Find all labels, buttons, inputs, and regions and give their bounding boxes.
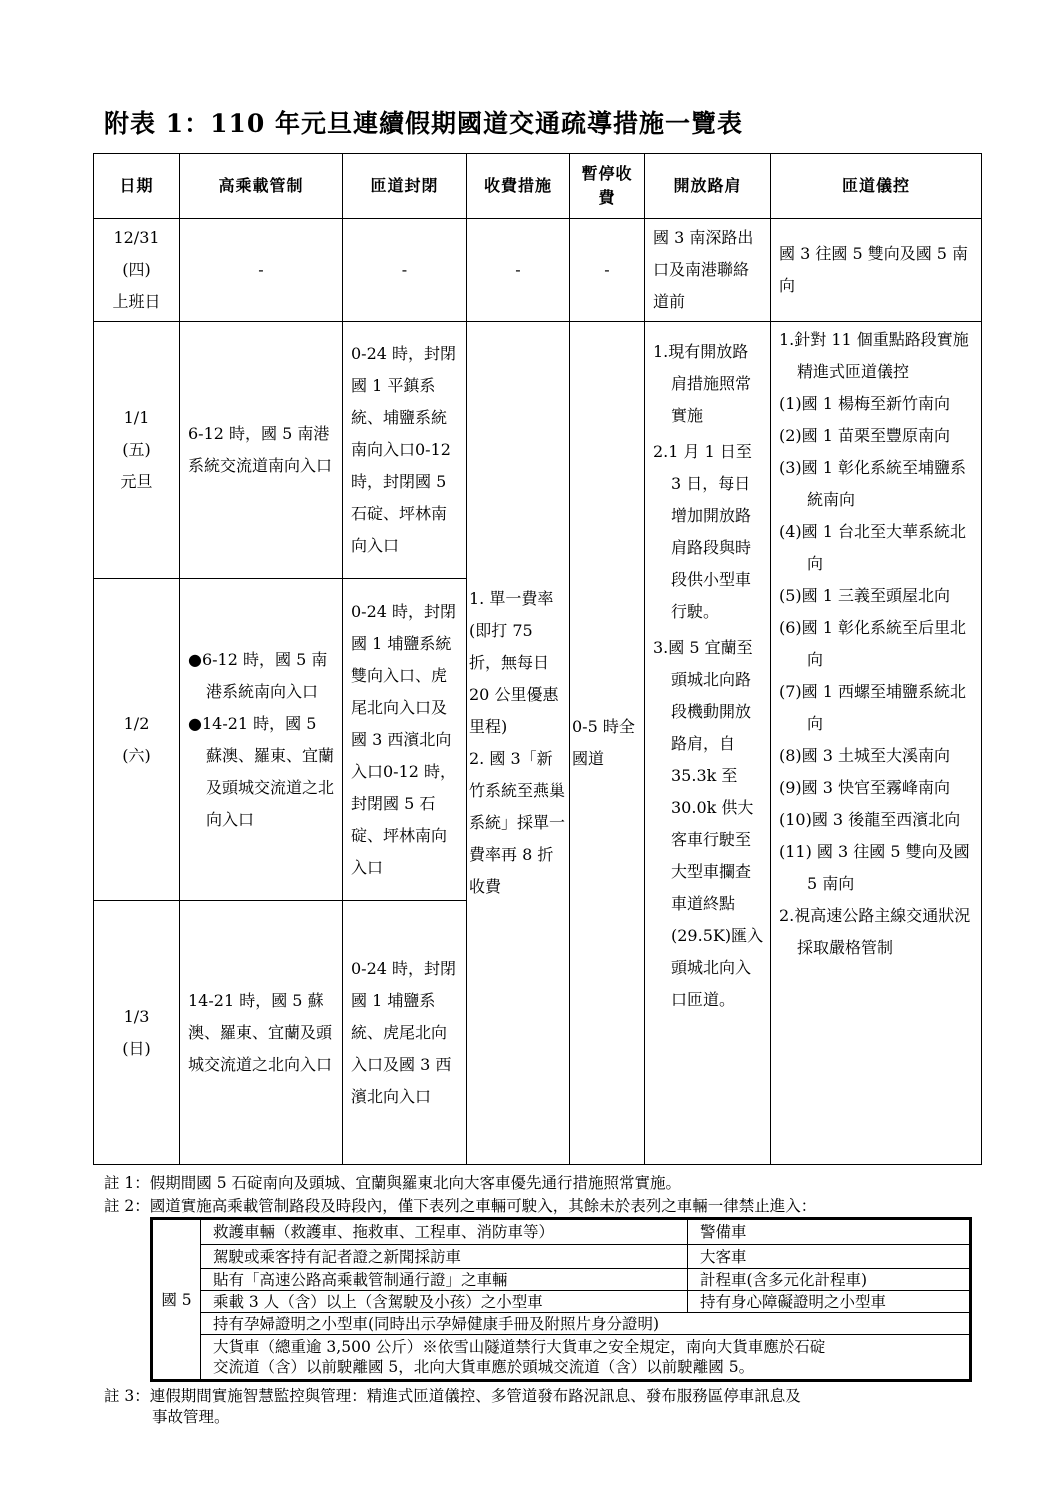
meter-item: (5)國 1 三義至頭屋北向 [779,586,951,605]
meter-item: (8)國 3 土城至大溪南向 [779,746,951,765]
meter-end: 2.視高速公路主線交通狀況採取嚴格管制 [779,906,971,957]
header-row [94,154,982,219]
weekday-value: (日) [122,1038,151,1058]
page-title: 附表 1：110 年元旦連續假期國道交通疏導措施一覽表 [104,109,743,138]
traffic-measures-table [93,153,982,1165]
ramp-cell: 0-24 時，封閉國 1 埔鹽系統雙向入口、虎尾北向入口及國 3 西濱北向入口0-12 時，封閉國 5 石碇、坪林南向入口 [343,579,467,901]
weekday-value: (五) [122,440,151,459]
toll-item: 2. 國 3「新竹系統至燕巢系統」採單一費率再 8 折收費 [469,749,566,896]
vehicle-cell: 警備車 [688,1219,971,1245]
hov-cell [180,579,343,901]
meter-intro: 1.針對 11 個重點路段實施精進式匝道儀控 [779,330,969,381]
meter-item: (7)國 1 西螺至埔鹽系統北向 [779,682,967,733]
ramp-cell: 0-24 時，封閉國 1 埔鹽系統、虎尾北向入口及國 3 西濱北向入口 [343,901,467,1165]
suspend-cell: - [570,219,645,322]
meter-item: (11) 國 3 往國 5 雙向及國 5 南向 [779,842,970,893]
vehicle-cell: 持有孕婦證明之小型車(同時出示孕婦健康手冊及附照片身分證明) [201,1313,971,1335]
vehicle-cell: 救護車輛（救護車、拖救車、工程車、消防車等） [201,1219,688,1245]
shoulder-item: 3.國 5 宜蘭至頭城北向路段機動開放路肩，自 35.3k 至 30.0k 供大客車行駛至大型車攔查車道終點(29.5K)匯入頭城北向入口匝道。 [653,638,764,1009]
vehicle-cell: 計程車(含多元化計程車) [688,1269,971,1291]
shoulder-item: 1.現有開放路肩措施照常實施 [653,342,752,425]
header-shoulder: 開放路肩 [645,154,771,219]
hov-item: ●6-12 時，國 5 南港系統南向入口 [188,649,328,701]
date-value: 1/2 [123,713,150,733]
meter-item: (1)國 1 楊梅至新竹南向 [779,394,951,413]
header-date: 日期 [94,154,180,219]
vehicle-cell: 貼有「高速公路高乘載管制通行證」之車輛 [201,1269,688,1291]
suspend-cell: 0-5 時全國道 [570,322,645,1165]
note-1: 註 1：假期間國 5 石碇南向及頭城、宜蘭與羅東北向大客車優先通行措施照常實施。 [104,1174,682,1192]
allowed-vehicles-table [150,1217,972,1382]
toll-item: 1. 單一費率(即打 75 折，無每日 20 公里優惠里程) [469,589,559,736]
header-meter: 匝道儀控 [771,154,982,219]
hov-cell: 14-21 時，國 5 蘇澳、羅東、宜蘭及頭城交流道之北向入口 [180,901,343,1165]
date-cell [94,219,180,322]
meter-item: (4)國 1 台北至大華系統北向 [779,522,967,573]
meter-item: (6)國 1 彰化系統至后里北向 [779,618,967,669]
vehicle-cell: 駕駛或乘客持有記者證之新聞採訪車 [201,1245,688,1269]
shoulder-item: 2.1 月 1 日至 3 日，每日增加開放路肩路段與時段供小型車行駛。 [653,442,752,621]
meter-item: (3)國 1 彰化系統至埔鹽系統南向 [779,458,967,509]
meter-item: (2)國 1 苗栗至豐原南向 [779,426,951,445]
toll-cell [467,322,570,1165]
hov-item: ●14-21 時，國 5 蘇澳、羅東、宜蘭及頭城交流道之北向入口 [188,713,335,829]
day-note: 上班日 [112,292,161,311]
shoulder-cell [645,322,771,1165]
ramp-cell: - [343,219,467,322]
table-row [152,1313,971,1335]
date-value: 1/1 [123,408,150,427]
table-row [152,1269,971,1291]
vehicle-cell: 持有身心障礙證明之小型車 [688,1291,971,1313]
bullet-icon: ● [188,713,202,733]
day-note: 元旦 [120,472,153,491]
truck-rule-cell [201,1335,971,1381]
date-value: 1/3 [123,1006,150,1026]
shoulder-cell: 國 3 南深路出口及南港聯絡道前 [645,219,771,322]
note-3-continued: 事故管理。 [152,1408,230,1426]
table-row [152,1291,971,1313]
date-cell [94,579,180,901]
header-suspend: 暫停收費 [570,154,645,219]
table-row [94,219,982,322]
note-3: 註 3：連假期間實施智慧監控與管理：精進式匝道儀控、多管道發布路況訊息、發布服務區停車訊息及 [104,1387,801,1405]
weekday-value: (四) [122,260,151,279]
toll-cell: - [467,219,570,322]
truck-rule-line: 大貨車（總重逾 3,500 公斤）※依雪山隧道禁行大貨車之安全規定，南向大貨車應於石碇 [213,1338,826,1356]
table-row [152,1219,971,1245]
vehicle-cell: 大客車 [688,1245,971,1269]
meter-cell [771,322,982,1165]
truck-rule-line: 交流道（含）以前駛離國 5，北向大貨車應於頭城交流道（含）以前駛離國 5。 [213,1358,755,1376]
table-row [94,322,982,579]
hov-cell: 6-12 時，國 5 南港系統交流道南向入口 [180,322,343,579]
vehicle-cell: 乘載 3 人（含）以上（含駕駛及小孩）之小型車 [201,1291,688,1313]
header-toll: 收費措施 [467,154,570,219]
ramp-cell: 0-24 時，封閉國 1 平鎮系統、埔鹽系統南向入口0-12 時，封閉國 5 石碇、坪林南向入口 [343,322,467,579]
meter-item: (9)國 3 快官至霧峰南向 [779,778,951,797]
table-row [152,1245,971,1269]
table-row [152,1335,971,1381]
date-cell [94,901,180,1165]
date-value: 12/31 [113,228,160,247]
header-hov: 高乘載管制 [180,154,343,219]
weekday-value: (六) [122,745,151,765]
date-cell [94,322,180,579]
bullet-icon: ● [188,649,202,669]
hov-cell: - [180,219,343,322]
note-2: 註 2：國道實施高乘載管制路段及時段內，僅下表列之車輛可駛入，其餘未於表列之車輛一律禁止進入： [104,1197,817,1215]
header-ramp: 匝道封閉 [343,154,467,219]
meter-cell: 國 3 往國 5 雙向及國 5 南向 [771,219,982,322]
group-label: 國 5 [152,1219,201,1381]
meter-item: (10)國 3 後龍至西濱北向 [779,810,961,829]
